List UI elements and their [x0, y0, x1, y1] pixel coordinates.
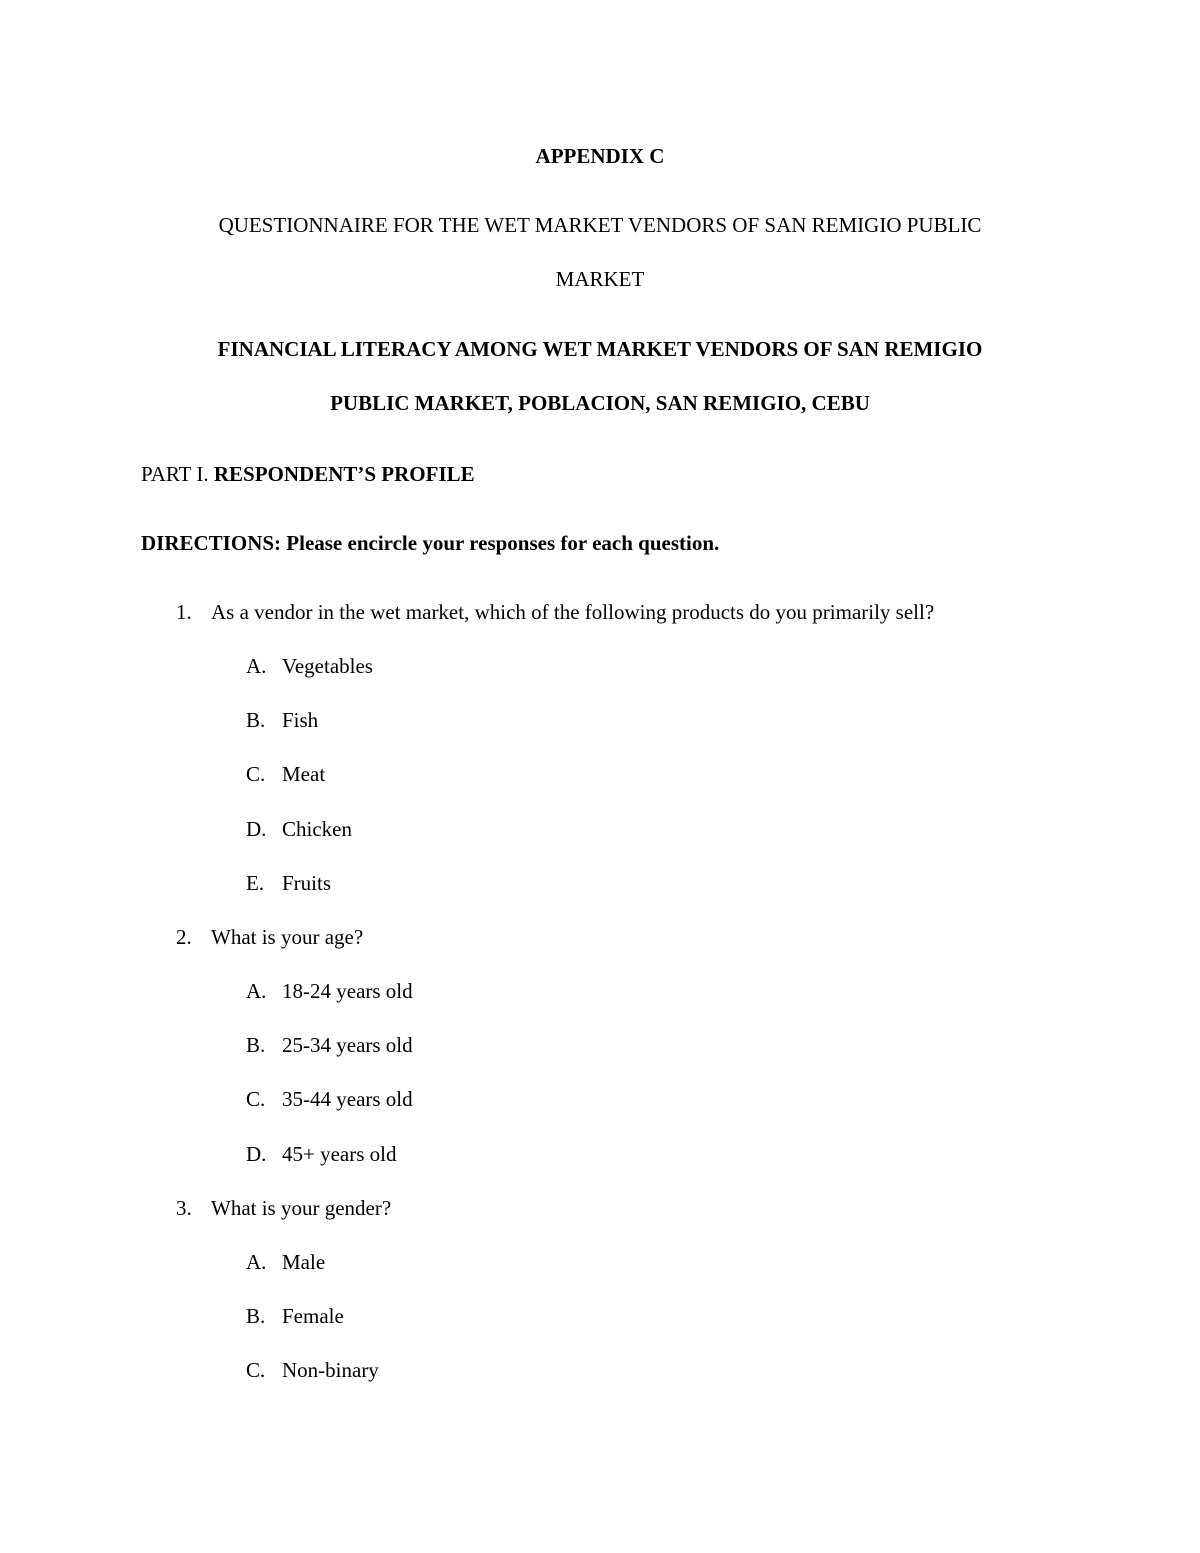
- study-title-line1: FINANCIAL LITERACY AMONG WET MARKET VENDORS OF SAN REMIGIO: [217, 337, 983, 361]
- option-letter: B.: [246, 1033, 266, 1057]
- option-letter: A.: [246, 979, 267, 1003]
- question-text: What is your age?: [211, 925, 364, 949]
- part-prefix: PART I.: [141, 462, 209, 486]
- option-text: Fish: [282, 708, 319, 732]
- option-text: Vegetables: [282, 654, 373, 678]
- part-heading: [141, 464, 475, 485]
- directions-text: DIRECTIONS: Please encircle your responses for each question.: [141, 531, 720, 555]
- option-letter: C.: [246, 1358, 266, 1382]
- option-text: Female: [282, 1304, 344, 1328]
- option-letter: C.: [246, 1087, 266, 1111]
- question-number: 2.: [176, 925, 192, 949]
- questionnaire-subtitle-line2: MARKET: [555, 267, 645, 291]
- appendix-heading: APPENDIX C: [535, 144, 665, 168]
- option-letter: D.: [246, 817, 267, 841]
- option-text: 18-24 years old: [282, 979, 413, 1003]
- question-text: What is your gender?: [211, 1196, 392, 1220]
- option-text: Non-binary: [282, 1358, 379, 1382]
- option-text: Meat: [282, 762, 326, 786]
- option-text: Chicken: [282, 817, 352, 841]
- question-number: 1.: [176, 600, 192, 624]
- question-number: 3.: [176, 1196, 192, 1220]
- part-title: RESPONDENT’S PROFILE: [213, 462, 475, 486]
- option-text: 25-34 years old: [282, 1033, 413, 1057]
- option-letter: C.: [246, 762, 266, 786]
- option-letter: B.: [246, 708, 266, 732]
- option-text: Male: [282, 1250, 326, 1274]
- question-text: As a vendor in the wet market, which of the following products do you primarily sell?: [211, 600, 935, 624]
- option-text: Fruits: [282, 871, 332, 895]
- option-text: 35-44 years old: [282, 1087, 413, 1111]
- study-title-line2: PUBLIC MARKET, POBLACION, SAN REMIGIO, CEBU: [330, 391, 870, 415]
- option-letter: A.: [246, 654, 267, 678]
- option-letter: A.: [246, 1250, 267, 1274]
- option-letter: D.: [246, 1142, 267, 1166]
- option-letter: B.: [246, 1304, 266, 1328]
- option-text: 45+ years old: [282, 1142, 397, 1166]
- questionnaire-subtitle-line1: QUESTIONNAIRE FOR THE WET MARKET VENDORS OF SAN REMIGIO PUBLIC: [218, 213, 982, 237]
- option-letter: E.: [246, 871, 265, 895]
